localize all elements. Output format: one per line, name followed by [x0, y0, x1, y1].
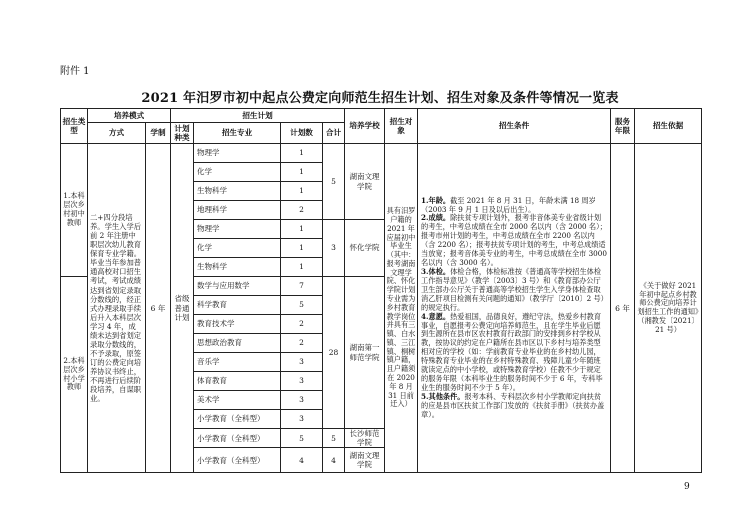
header-basis: 招生依据: [635, 109, 702, 144]
count-cell: 3: [281, 410, 323, 429]
conditions-cell: [418, 144, 611, 473]
condition-item: 3.体检。体检合格，体检标准按《普通高等学校招生体检工作指导意见》（教学〔2003〕3 号）和《教育部办公厅 卫生部办公厅关于普通高等学校招生学生入学身体检查取消乙肝项目检测有关问题的通知》（教学厅〔2010〕2 号）的规定执行。: [421, 266, 605, 312]
major-cell: 物理学: [194, 144, 281, 163]
plan-table: [60, 108, 702, 473]
table-row: [61, 144, 702, 163]
header-plan-group: 招生计划: [171, 109, 345, 123]
service-years-cell: 6 年: [611, 144, 635, 473]
header-duration: 学制: [146, 123, 171, 144]
total-cell: 3: [323, 220, 345, 277]
count-cell: 2: [281, 315, 323, 334]
major-cell: 思想政治教育: [194, 334, 281, 353]
header-conditions: 招生条件: [418, 109, 611, 144]
major-cell: 物理学: [194, 220, 281, 239]
attachment-label: 附件 1: [60, 66, 90, 77]
count-cell: 2: [281, 334, 323, 353]
school-cell: 湖南文理学院: [345, 144, 385, 220]
count-cell: 1: [281, 144, 323, 163]
total-cell: 4: [323, 448, 345, 473]
major-cell: 小学教育（全科型）: [194, 429, 281, 448]
count-cell: 5: [281, 429, 323, 448]
total-cell: 5: [323, 429, 345, 448]
category-junior: 1.本科层次乡村初中教师: [61, 144, 88, 277]
header-plan-count: 计划数: [281, 123, 323, 144]
header-target: 招生对象: [385, 109, 418, 144]
count-cell: 1: [281, 239, 323, 258]
category-primary: 2.本科层次乡村小学教师: [61, 277, 88, 473]
method-cell: 二+四分段培养。学生入学后前 2 年注册中职层次幼儿教育保育专业学籍。毕业当年参加普通高校对口招生考试，考试成绩达到省划定录取分数线的，经正式办理录取手续后升入本科层次学习 4 年，成绩未达到省划定录取分数线的，不予录取，原签订的公费定向培养协议书终止，不再进行后续阶段培养，自谋职业。: [88, 144, 146, 473]
school-cell: 长沙师范学院: [345, 429, 385, 448]
total-cell: 5: [323, 144, 345, 220]
page-number: 9: [684, 482, 690, 492]
count-cell: 3: [281, 372, 323, 391]
count-cell: 1: [281, 220, 323, 239]
count-cell: 3: [281, 353, 323, 372]
major-cell: 化学: [194, 163, 281, 182]
header-training-mode: 培养模式: [88, 109, 171, 123]
count-cell: 1: [281, 258, 323, 277]
header-school: 培养学校: [345, 109, 385, 144]
condition-item: 4.意愿。热爱祖国，品德良好，遵纪守法，热爱乡村教育事业，自愿报考公费定向培养师范生，且在学生毕业后愿到生源所在县市区农村教育行政部门的安排到乡村学校从教，按协议的约定在户籍所在县市区以下乡村与培养类型相对应的学校（如：学前教育专业毕业的在乡村幼儿园，特殊教育专业毕业的在乡村特殊教育、残障儿童少年随班就读定点的中小学校，或特殊教育学校）任教不少于规定的服务年限（本科毕业生的服务时间不少于 6 年，专科毕业生的服务时间不少于 5 年）。: [421, 311, 603, 392]
header-major: 招生专业: [194, 123, 281, 144]
major-cell: 小学教育（全科型）: [194, 410, 281, 429]
school-cell: 湖南第一师范学院: [345, 277, 385, 429]
target-cell: 具有汨罗户籍的 2021 年应届初中毕业生（其中：报考湖南文理学院、怀化学院计划专业需为乡村教育教学岗位并具有三镇、白水镇、三江镇、桐树镇户籍，且户籍须在 2020 年 8 月 31 日前迁入）: [385, 144, 418, 473]
major-cell: 体育教育: [194, 372, 281, 391]
page-title: 2021 年汨罗市初中起点公费定向师范生招生计划、招生对象及条件等情况一览表: [141, 91, 619, 106]
school-cell: 怀化学院: [345, 220, 385, 277]
count-cell: 1: [281, 163, 323, 182]
major-cell: 化学: [194, 239, 281, 258]
count-cell: 7: [281, 277, 323, 296]
count-cell: 4: [281, 448, 323, 473]
major-cell: 科学教育: [194, 296, 281, 315]
count-cell: 5: [281, 296, 323, 315]
school-cell: 湖南文理学院: [345, 448, 385, 473]
header-total: 合计: [323, 123, 345, 144]
major-cell: 音乐学: [194, 353, 281, 372]
count-cell: 3: [281, 391, 323, 410]
header-category: 招生类型: [61, 109, 88, 144]
plan-type-cell: 省级普通计划: [171, 144, 194, 473]
major-cell: 生物科学: [194, 182, 281, 201]
major-cell: 数学与应用数学: [194, 277, 281, 296]
count-cell: 1: [281, 182, 323, 201]
header-service-years: 服务年限: [611, 109, 635, 144]
major-cell: 地理科学: [194, 201, 281, 220]
count-cell: 2: [281, 201, 323, 220]
major-cell: 教育技术学: [194, 315, 281, 334]
major-cell: 生物科学: [194, 258, 281, 277]
condition-item: 2.成绩。除扶贫专项计划外，报考非音体美专业省级计划的考生，中考总成绩在全市 2000 名以内（含 2000 名）；报考市州计划的考生，中考总成绩在全市 2200 名以内（含 2200 名）；报考扶贫专项计划的考生，中考总成绩适当放宽；报考音体美专业的考生，中考总成绩在全市 3000 名以内（含 3000 名）。: [421, 213, 607, 268]
header-plan-type: 计划种类: [171, 123, 194, 144]
major-cell: 小学教育（全科型）: [194, 448, 281, 473]
condition-item: 1.年龄。截至 2021 年 8 月 31 日，年龄未满 18 周岁（2003 年 9 月 1 日及以后出生）。: [421, 195, 596, 214]
duration-cell: 6 年: [146, 144, 171, 473]
condition-item: 5.其他条件。报考本科、专科层次乡村小学教师定向扶贫的应是县市区扶贫工作部门发放的《扶贫手册》（扶贫办盖章）。: [421, 391, 605, 419]
major-cell: 美术学: [194, 391, 281, 410]
basis-cell: 《关于做好 2021 年初中起点乡村教师公费定向培养计划招生工作的通知》（湘教发〔2021〕21 号）: [635, 144, 702, 473]
total-cell: 28: [323, 277, 345, 429]
header-method: 方式: [88, 123, 146, 144]
